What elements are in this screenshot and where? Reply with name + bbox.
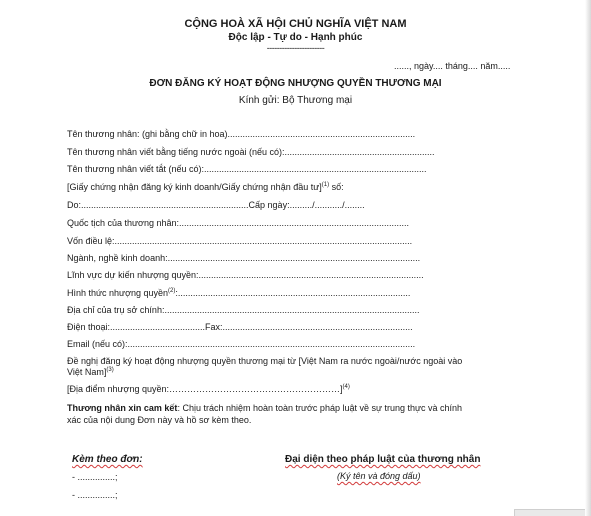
- commitment-text: : Chịu trách nhiệm hoàn toàn trước pháp luật về sự trung thực và chính: [177, 403, 463, 413]
- request-direction-end: Việt Nam]: [67, 367, 107, 377]
- attachments-title: [72, 454, 143, 465]
- field-franchise-form: [67, 288, 410, 298]
- recipient-line: Kính gửi: Bộ Thương mại: [238, 95, 353, 106]
- field-charter-capital: Vốn điều lệ:.......................................................................................................................: [67, 236, 413, 246]
- footnote-2: (2): [168, 288, 176, 294]
- form-title: ĐƠN ĐĂNG KÝ HOẠT ĐỘNG NHƯỢNG QUYỀN THƯƠNG MẠI: [149, 78, 442, 89]
- field-head-office: Địa chỉ của trụ sở chính:......................................................................................................: [67, 305, 420, 315]
- motto: Độc lập - Tự do - Hạnh phúc: [228, 32, 363, 43]
- business-certificate-label: [Giấy chứng nhận đăng ký kinh doanh/Giấy chứng nhận đầu tư]: [67, 182, 322, 192]
- commitment-line2: xác của nội dung Đơn này và hồ sơ kèm theo.: [67, 415, 252, 425]
- field-phone-fax: Điện thoại:......................................Fax:............................................................................: [67, 322, 413, 332]
- franchise-form-dots: :.............................................................................................: [175, 288, 411, 298]
- field-foreign-name: Tên thương nhân viết bằng tiếng nước ngoài (nếu có):............................................................: [67, 147, 435, 157]
- field-merchant-name: Tên thương nhân: (ghi bằng chữ in hoa)...........................................................................: [67, 129, 416, 139]
- field-business-line: Ngành, nghề kinh doanh:.....................................................................................................: [67, 253, 421, 263]
- commitment-label: Thương nhân xin cam kết: [67, 403, 178, 413]
- footnote-1: (1): [321, 182, 330, 188]
- attachments-title-text: Kèm theo đơn:: [72, 454, 143, 465]
- signature-title: [285, 454, 480, 465]
- commitment-line1: [67, 403, 462, 413]
- footnote-3: (3): [106, 367, 114, 373]
- page-edge-shadow: [585, 0, 591, 516]
- field-franchise-location: [67, 384, 350, 394]
- country-heading: CỘNG HOÀ XÃ HỘI CHỦ NGHĨA VIỆT NAM: [184, 18, 407, 30]
- field-short-name: Tên thương nhân viết tắt (nếu có):.........................................................................................: [67, 164, 427, 174]
- field-franchise-area: Lĩnh vực dự kiến nhượng quyền:..........................................................................................: [67, 270, 424, 280]
- franchise-location-label: [Địa điểm nhượng quyền:…………………………………………………: [67, 384, 340, 394]
- certificate-number-label: số:: [329, 182, 344, 192]
- field-request-line2: [67, 367, 114, 377]
- attachment-item-1: - ...............;: [72, 472, 118, 482]
- franchise-form-label: Hình thức nhượng quyền: [67, 288, 169, 298]
- floating-toolbar-edge[interactable]: [514, 509, 585, 516]
- date-line: ......, ngày.... tháng.... năm.....: [394, 61, 511, 71]
- header-separator: -----------------------: [266, 43, 325, 53]
- franchise-location-end: ]: [339, 384, 343, 394]
- signature-note: [337, 471, 421, 481]
- field-issued-by: Do:...................................................................Cấp ngày:........./.........../........: [67, 200, 365, 210]
- field-business-certificate: [67, 182, 344, 192]
- signature-title-text: Đại diện theo pháp luật của thương nhân: [285, 454, 481, 465]
- signature-note-text: (Ký tên và đóng dấu): [337, 471, 421, 481]
- field-email: Email (nếu có):...................................................................................................................: [67, 339, 416, 349]
- attachment-item-2: - ...............;: [72, 490, 118, 500]
- field-request-line1: Đề nghị đăng ký hoạt động nhượng quyền thương mại từ [Việt Nam ra nước ngoài/nước ngoài vào: [67, 356, 463, 366]
- footnote-4: (4): [342, 384, 350, 390]
- field-nationality: Quốc tịch của thương nhân:............................................................................................: [67, 218, 410, 228]
